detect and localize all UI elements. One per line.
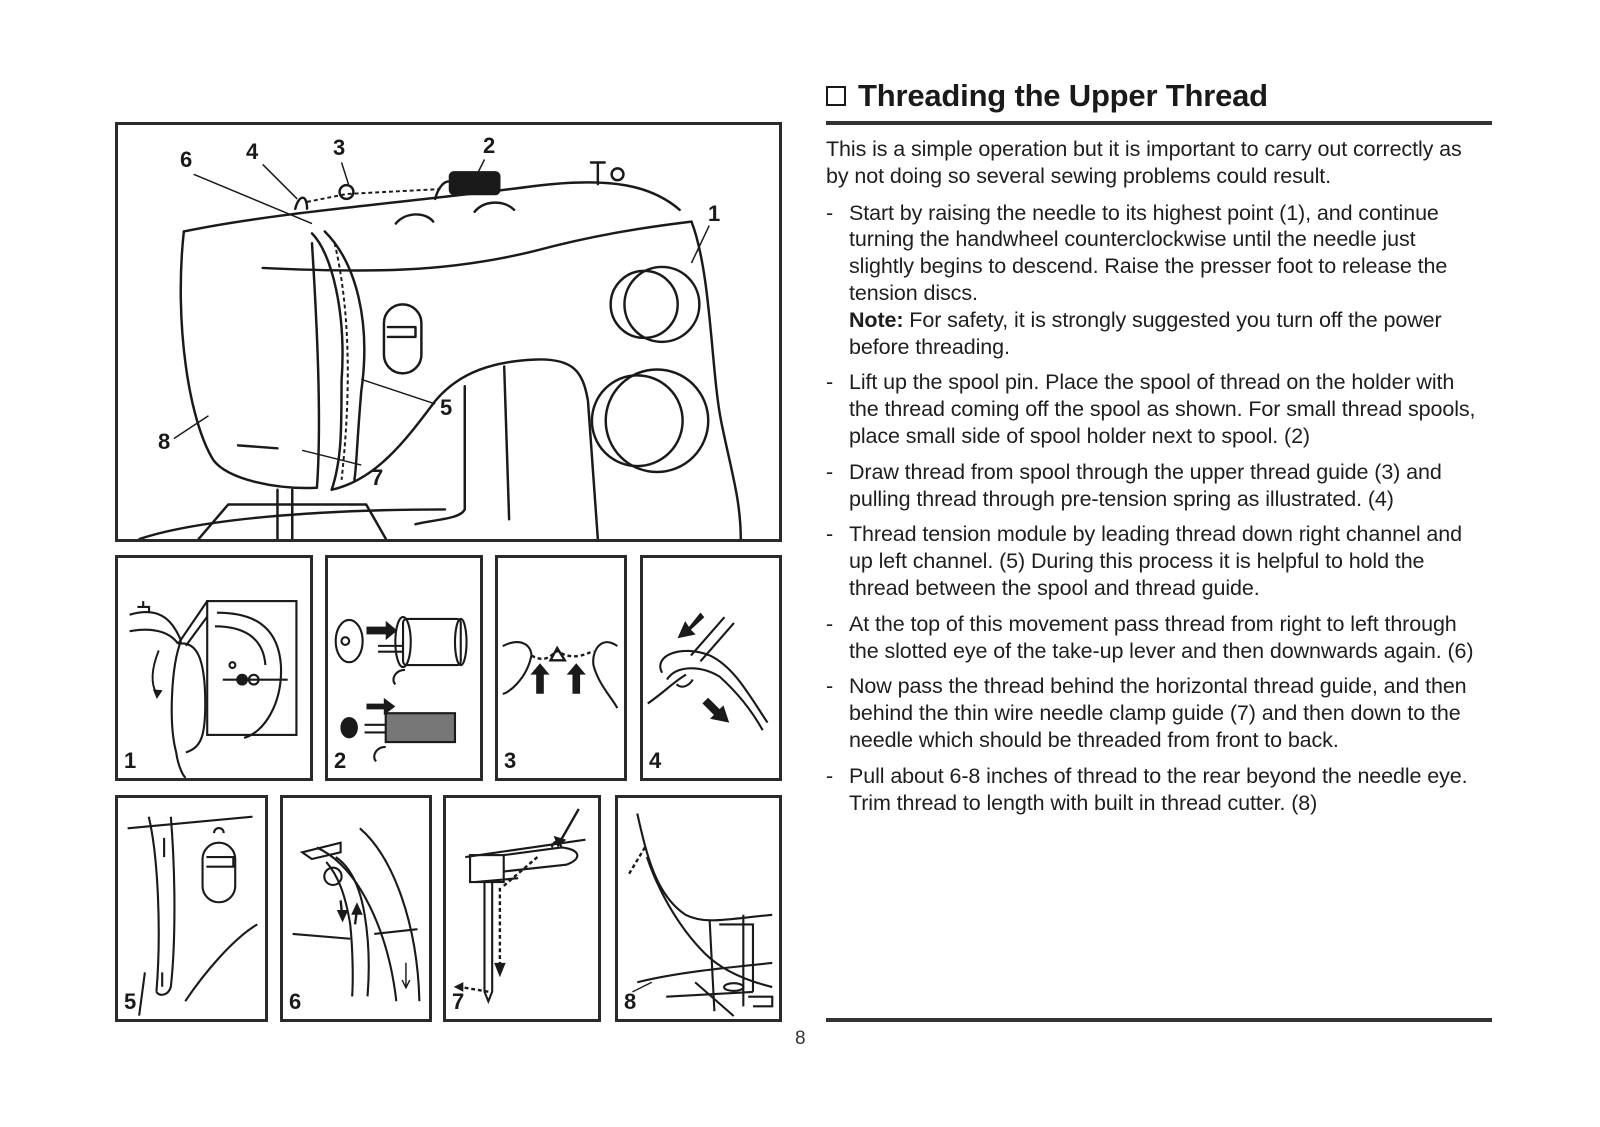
step-item [826, 611, 1486, 665]
callout-1: 1 [708, 201, 721, 226]
title-divider [826, 121, 1492, 125]
panel-number-3: 3 [504, 748, 517, 773]
steps-list [826, 200, 1486, 817]
intro-paragraph: This is a simple operation but it is important to carry out correctly as by not doing so several sewing problems could result. [826, 137, 1462, 188]
spool-holder-illustration [328, 558, 480, 778]
step-item [826, 763, 1486, 817]
callout-3: 3 [333, 135, 346, 160]
step-text: Start by raising the needle to its highest point (1), and continue turning the handwheel counterclockwise until the needle just slightly begins to descend. Raise the presser foot to release the tension discs. [849, 200, 1448, 305]
step-item [826, 459, 1486, 513]
bullet-dash: - [826, 611, 834, 636]
pre-tension-spring-illustration [643, 558, 779, 778]
step-text: Pull about 6-8 inches of thread to the rear beyond the needle eye. Trim thread to length with built in thread cutter. (8) [849, 763, 1468, 815]
note-text: For safety, it is strongly suggested you turn off the power before threading. [849, 307, 1442, 359]
bullet-dash: - [826, 459, 834, 484]
detail-figure-8 [615, 795, 782, 1022]
main-machine-figure [115, 122, 782, 542]
panel-number-7: 7 [452, 989, 465, 1014]
upper-thread-guide-illustration [498, 558, 624, 778]
sewing-machine-illustration [118, 125, 779, 539]
bullet-dash: - [826, 522, 834, 547]
detail-figure-5 [115, 795, 268, 1022]
instructions-body [826, 136, 1486, 825]
callout-2: 2 [483, 133, 496, 158]
panel-number-2: 2 [334, 748, 347, 773]
panel-number-1: 1 [124, 748, 137, 773]
bullet-dash: - [826, 674, 834, 699]
note-label: Note: [849, 307, 904, 332]
step-item [826, 369, 1486, 449]
thread-cutter-illustration [618, 798, 779, 1019]
section-header [826, 78, 1492, 114]
step-item [826, 521, 1486, 601]
callout-7: 7 [371, 465, 384, 490]
detail-figure-4 [640, 555, 782, 781]
panel-number-5: 5 [124, 989, 137, 1014]
step-text: Draw thread from spool through the upper thread guide (3) and pulling thread through pre-tension spring as illustrated. (4) [849, 459, 1442, 511]
detail-figure-1 [115, 555, 313, 781]
checkbox-icon [826, 86, 846, 106]
step-text: Lift up the spool pin. Place the spool of thread on the holder with the thread coming off the spool as shown. For small thread spools, place small side of spool holder next to spool. (2) [849, 370, 1476, 448]
panel-number-4: 4 [649, 748, 662, 773]
page-number: 8 [795, 1028, 806, 1049]
step-item [826, 200, 1486, 361]
detail-figure-2 [325, 555, 483, 781]
step-text: Thread tension module by leading thread down right channel and up left channel. (5) During this process it is helpful to hold the thread between the spool and thread guide. [849, 522, 1462, 600]
take-up-lever-illustration [283, 798, 429, 1019]
step-text: Now pass the thread behind the horizontal thread guide, and then behind the thin wire needle clamp guide (7) and then down to the needle which should be threaded from front to back. [849, 674, 1467, 752]
section-title [826, 78, 1492, 114]
panel-number-6: 6 [289, 989, 302, 1014]
detail-figure-7 [443, 795, 601, 1022]
panel-number-8: 8 [624, 989, 637, 1014]
bottom-divider [826, 1018, 1492, 1022]
needle-clamp-guide-illustration [446, 798, 598, 1019]
bullet-dash: - [826, 763, 834, 788]
bullet-dash: - [826, 370, 834, 395]
detail-figure-3 [495, 555, 627, 781]
tension-module-illustration [118, 798, 265, 1019]
callout-8: 8 [158, 429, 171, 454]
handwheel-illustration [118, 558, 310, 778]
callout-5: 5 [440, 395, 453, 420]
callout-4: 4 [246, 139, 259, 164]
step-text: At the top of this movement pass thread from right to left through the slotted eye of the take-up lever and then downwards again. (6) [849, 611, 1474, 663]
section-title-text: Threading the Upper Thread [858, 78, 1268, 113]
bullet-dash: - [826, 200, 834, 225]
detail-figure-6 [280, 795, 432, 1022]
callout-6: 6 [180, 147, 193, 172]
step-item [826, 673, 1486, 753]
